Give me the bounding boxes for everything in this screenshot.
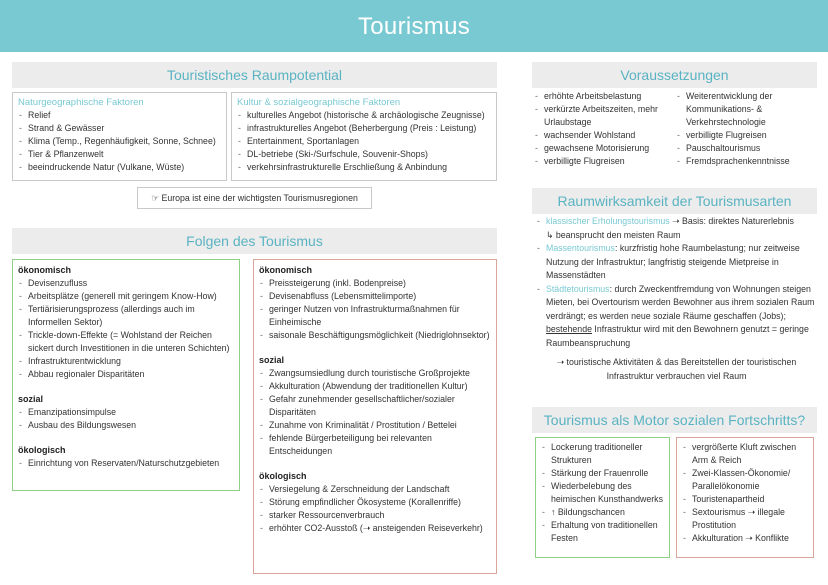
list-item: - Einrichtung von Reservaten/Naturschutzgebieten (18, 457, 234, 470)
klassisch-sub: ↳ beansprucht den meisten Raum (546, 229, 681, 240)
list-item: - gewachsene Motorisierung (534, 142, 670, 155)
staedte-label: Städtetourismus (546, 283, 610, 294)
list-item: - erhöhter CO2-Ausstoß (➝ ansteigenden Reiseverkehr) (259, 522, 491, 535)
list-item: - infrastrukturelles Angebot (Beherbergung (Preis : Leistung) (237, 122, 491, 135)
list-item: - verkürzte Arbeitszeiten, mehr Urlaubstage (534, 103, 670, 129)
positive-sozial-title: sozial (18, 394, 44, 404)
list-item: - wachsender Wohlstand (534, 129, 670, 142)
list-item: - Klima (Temp., Regenhäufigkeit, Sonne, Schnee) (18, 135, 221, 148)
tourismusarten-list (536, 215, 817, 229)
list-item: - Trickle-down-Effekte (= Wohlstand der Reichen sickert durch Investitionen in die unteren Schichten) (18, 329, 234, 355)
list-item: - starker Ressourcenverbrauch (259, 509, 491, 522)
list-item: - Wiederbelebung des heimischen Kunsthandwerks (541, 480, 664, 506)
list-item: - Preissteigerung (inkl. Bodenpreise) (259, 277, 491, 290)
list-item: - Emanzipationsimpulse (18, 406, 234, 419)
title-bar (0, 0, 828, 52)
list-item: - Erhaltung von traditionellen Festen (541, 519, 664, 545)
list-item: - Weiterentwicklung der Kommunikations- & Verkehrstechnologie (676, 90, 817, 129)
motor-heading (532, 407, 817, 433)
page-title: Tourismus (357, 13, 471, 40)
motor-contra-list (682, 441, 808, 545)
list-item: - Touristenapartheid (682, 493, 808, 506)
negative-oekonomisch-list (259, 277, 491, 342)
list-item: - Akkulturation ➝ Konflikte (682, 532, 808, 545)
list-item: - Sextourismus ➝ illegale Prostitution (682, 506, 808, 532)
klassisch-label: klassischer Erholungstourismus (546, 216, 670, 226)
klassisch-text: ➝ Basis: direktes Naturerlebnis (669, 216, 794, 226)
list-item (536, 283, 817, 351)
list-item: - vergrößerte Kluft zwischen Arm & Reich (682, 441, 808, 467)
staedte-text-1: : durch Zweckentfremdung von Wohnungen steigen Mieten, bei Overtourism werden Bewohner aus ihrem sozialen Raum verdrängt; es werden neue soziale Räume geschaffen (Jobs); (546, 283, 815, 321)
list-item (536, 242, 817, 283)
list-item: - Zwei-Klassen-Ökonomie/ Parallelökonomie (682, 467, 808, 493)
tourismusarten-list-2 (536, 242, 817, 350)
europa-note: ☞ Europa ist eine der wichtigsten Tourismusregionen (137, 187, 372, 209)
list-item: - Fremdsprachenkenntnisse (676, 155, 817, 168)
positive-oekonomisch-title: ökonomisch (18, 265, 72, 275)
list-item: - Devisenzufluss (18, 277, 234, 290)
massen-text: : kurzfristig hohe Raumbelastung; nur zeitweise Nutzung der Infrastruktur; langfristig steigende Mietpreise in Massenstädten (546, 243, 800, 280)
voraussetzungen-right (676, 90, 817, 168)
kultur-factors-box (231, 92, 497, 181)
positive-sozial-list (18, 406, 234, 432)
list-item: - Zunahme von Kriminalität / Prostitution / Bettelei (259, 419, 491, 432)
negative-oekologisch-title: ökologisch (259, 471, 307, 481)
list-item: - beeindruckende Natur (Vulkane, Wüste) (18, 161, 221, 174)
kultur-factors-list (237, 109, 491, 174)
natur-factors-list (18, 109, 221, 174)
list-item: - Strand & Gewässer (18, 122, 221, 135)
raumwirksamkeit-fazit: ➝ touristische Aktivitäten & das Bereitstellen der touristischen Infrastruktur verbrauchen viel Raum (556, 357, 797, 381)
folgen-heading-text: Folgen des Tourismus (186, 233, 323, 249)
list-item: - Arbeitsplätze (generell mit geringem Know-How) (18, 290, 234, 303)
list-item: - Pauschaltourismus (676, 142, 817, 155)
voraussetzungen-heading (532, 62, 817, 88)
list-item: - Entertainment, Sportanlagen (237, 135, 491, 148)
voraussetzungen-left-list (534, 90, 670, 168)
list-item: - verbilligte Flugreisen (534, 155, 670, 168)
list-item: - erhöhte Arbeitsbelastung (534, 90, 670, 103)
list-item: - saisonale Beschäftigungsmöglichkeit (Niedriglohnsektor) (259, 329, 491, 342)
list-item: - Störung empfindlicher Ökosysteme (Korallenriffe) (259, 496, 491, 509)
list-item: - Gefahr zunehmender gesellschaftlicher/sozialer Disparitäten (259, 393, 491, 419)
negative-sozial-title: sozial (259, 355, 285, 365)
list-item: - Zwangsumsiedlung durch touristische Großprojekte (259, 367, 491, 380)
positive-oekologisch-title: ökologisch (18, 445, 66, 455)
raumpotential-heading (12, 62, 497, 88)
positive-oekonomisch-list (18, 277, 234, 381)
motor-pro-list (541, 441, 664, 545)
motor-contra-box (676, 437, 814, 558)
massen-label: Massentourismus (546, 243, 615, 253)
list-item: - Versiegelung & Zerschneidung der Landschaft (259, 483, 491, 496)
staedte-text-2: Infrastruktur wird mit den Bewohnern genutzt = geringe Raumbeanspruchung (546, 324, 809, 348)
folgen-heading (12, 228, 497, 254)
list-item: - Lockerung traditioneller Strukturen (541, 441, 664, 467)
kultur-factors-title: Kultur & sozialgeographische Faktoren (237, 97, 401, 108)
list-item: - ↑ Bildungschancen (541, 506, 664, 519)
positive-oekologisch-list (18, 457, 234, 470)
motor-pro-box (535, 437, 670, 558)
list-item: - Ausbau des Bildungswesen (18, 419, 234, 432)
list-item: - verkehrsinfrastrukturelle Erschließung & Anbindung (237, 161, 491, 174)
negative-sozial-list (259, 367, 491, 458)
folgen-negative-box (253, 259, 497, 574)
list-item: - Relief (18, 109, 221, 122)
list-item: - Tertiärisierungsprozess (allerdings auch im Informellen Sektor) (18, 303, 234, 329)
natur-factors-title: Naturgeographische Faktoren (18, 97, 144, 108)
list-item: - DL-betriebe (Ski-/Surfschule, Souvenir-Shops) (237, 148, 491, 161)
list-item: - Stärkung der Frauenrolle (541, 467, 664, 480)
raumwirksamkeit-heading-text: Raumwirksamkeit der Tourismusarten (557, 193, 792, 209)
list-item: - Akkulturation (Abwendung der traditionellen Kultur) (259, 380, 491, 393)
list-item: - verbilligte Flugreisen (676, 129, 817, 142)
negative-oekonomisch-title: ökonomisch (259, 265, 313, 275)
list-item: - fehlende Bürgerbeteiligung bei relevanten Entscheidungen (259, 432, 491, 458)
list-item: - Infrastrukturentwicklung (18, 355, 234, 368)
raumpotential-heading-text: Touristisches Raumpotential (166, 67, 343, 83)
negative-oekologisch-list (259, 483, 491, 535)
list-item: - Abbau regionaler Disparitäten (18, 368, 234, 381)
raumwirksamkeit-heading (532, 188, 817, 214)
voraussetzungen-right-list (676, 90, 817, 168)
motor-heading-text: Tourismus als Motor sozialen Fortschritts? (543, 412, 806, 428)
staedte-underline: bestehende (546, 324, 592, 334)
list-item: - kulturelles Angebot (historische & archäologische Zeugnisse) (237, 109, 491, 122)
voraussetzungen-heading-text: Voraussetzungen (620, 67, 729, 83)
list-item: - geringer Nutzen von Infrastrukturmaßnahmen für Einheimische (259, 303, 491, 329)
list-item: - Tier & Pflanzenwelt (18, 148, 221, 161)
raumwirksamkeit-content (536, 215, 817, 383)
voraussetzungen-left (534, 90, 670, 168)
natur-factors-box (12, 92, 227, 181)
list-item: - Devisenabfluss (Lebensmittelimporte) (259, 290, 491, 303)
list-item (536, 215, 817, 229)
folgen-positive-box (12, 259, 240, 491)
